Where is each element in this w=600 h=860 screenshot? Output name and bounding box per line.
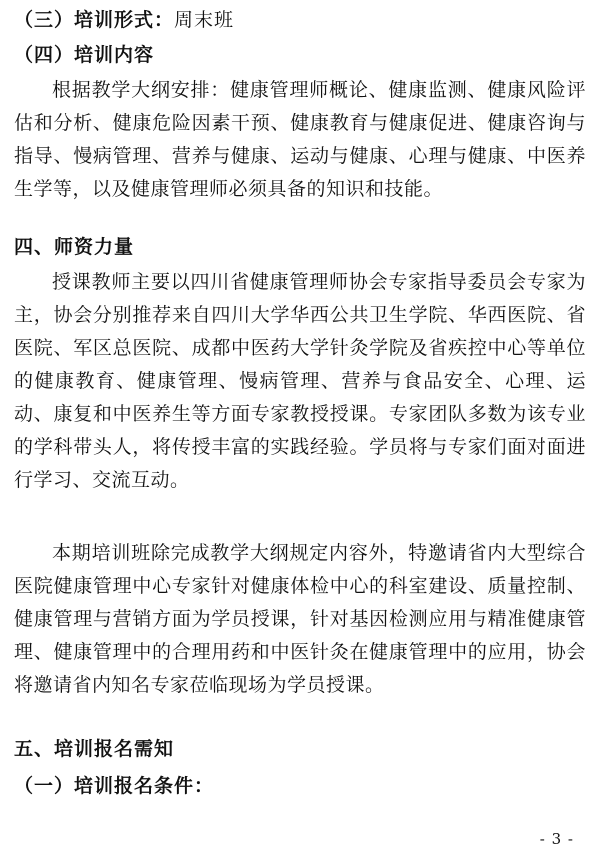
training-format-heading <box>14 8 586 32</box>
extra-courses-paragraph: 本期培训班除完成教学大纲规定内容外，特邀请省内大型综合医院健康管理中心专家针对健康体检中心的科室建设、质量控制、健康管理与营销方面为学员授课，针对基因检测应用与精准健康管理、健康管理中的合理用药和中医针灸在健康管理中的应用，协会将邀请省内知名专家莅临现场为学员授课。 <box>14 542 586 696</box>
training-content-heading: （四）培训内容 <box>14 44 155 66</box>
training-format-label: （三）培训形式： <box>14 9 175 31</box>
faculty-heading: 四、师资力量 <box>14 236 135 258</box>
training-format-value: 周末班 <box>174 9 235 31</box>
faculty-paragraph: 授课教师主要以四川省健康管理师协会专家指导委员会专家为主，协会分别推荐来自四川大学华西公共卫生学院、华西医院、省医院、军区总医院、成都中医药大学针灸学院及省疾控中心等单位的健康教育、健康管理、慢病管理、营养与食品安全、心理、运动、康复和中医养生等方面专家教授授课。专家团队多数为该专业的学科带头人，将传授丰富的实践经验。学员将与专家们面对面进行学习、交流互动。 <box>14 271 586 491</box>
training-content-paragraph: 根据教学大纲安排：健康管理师概论、健康监测、健康风险评估和分析、健康危险因素干预、健康教育与健康促进、健康咨询与指导、慢病管理、营养与健康、运动与健康、心理与健康、中医养生学等，以及健康管理师必须具备的知识和技能。 <box>14 79 586 200</box>
registration-heading: 五、培训报名需知 <box>14 738 175 760</box>
page-number: - 3 - <box>539 830 574 848</box>
registration-conditions-heading: （一）培训报名条件： <box>14 775 215 797</box>
